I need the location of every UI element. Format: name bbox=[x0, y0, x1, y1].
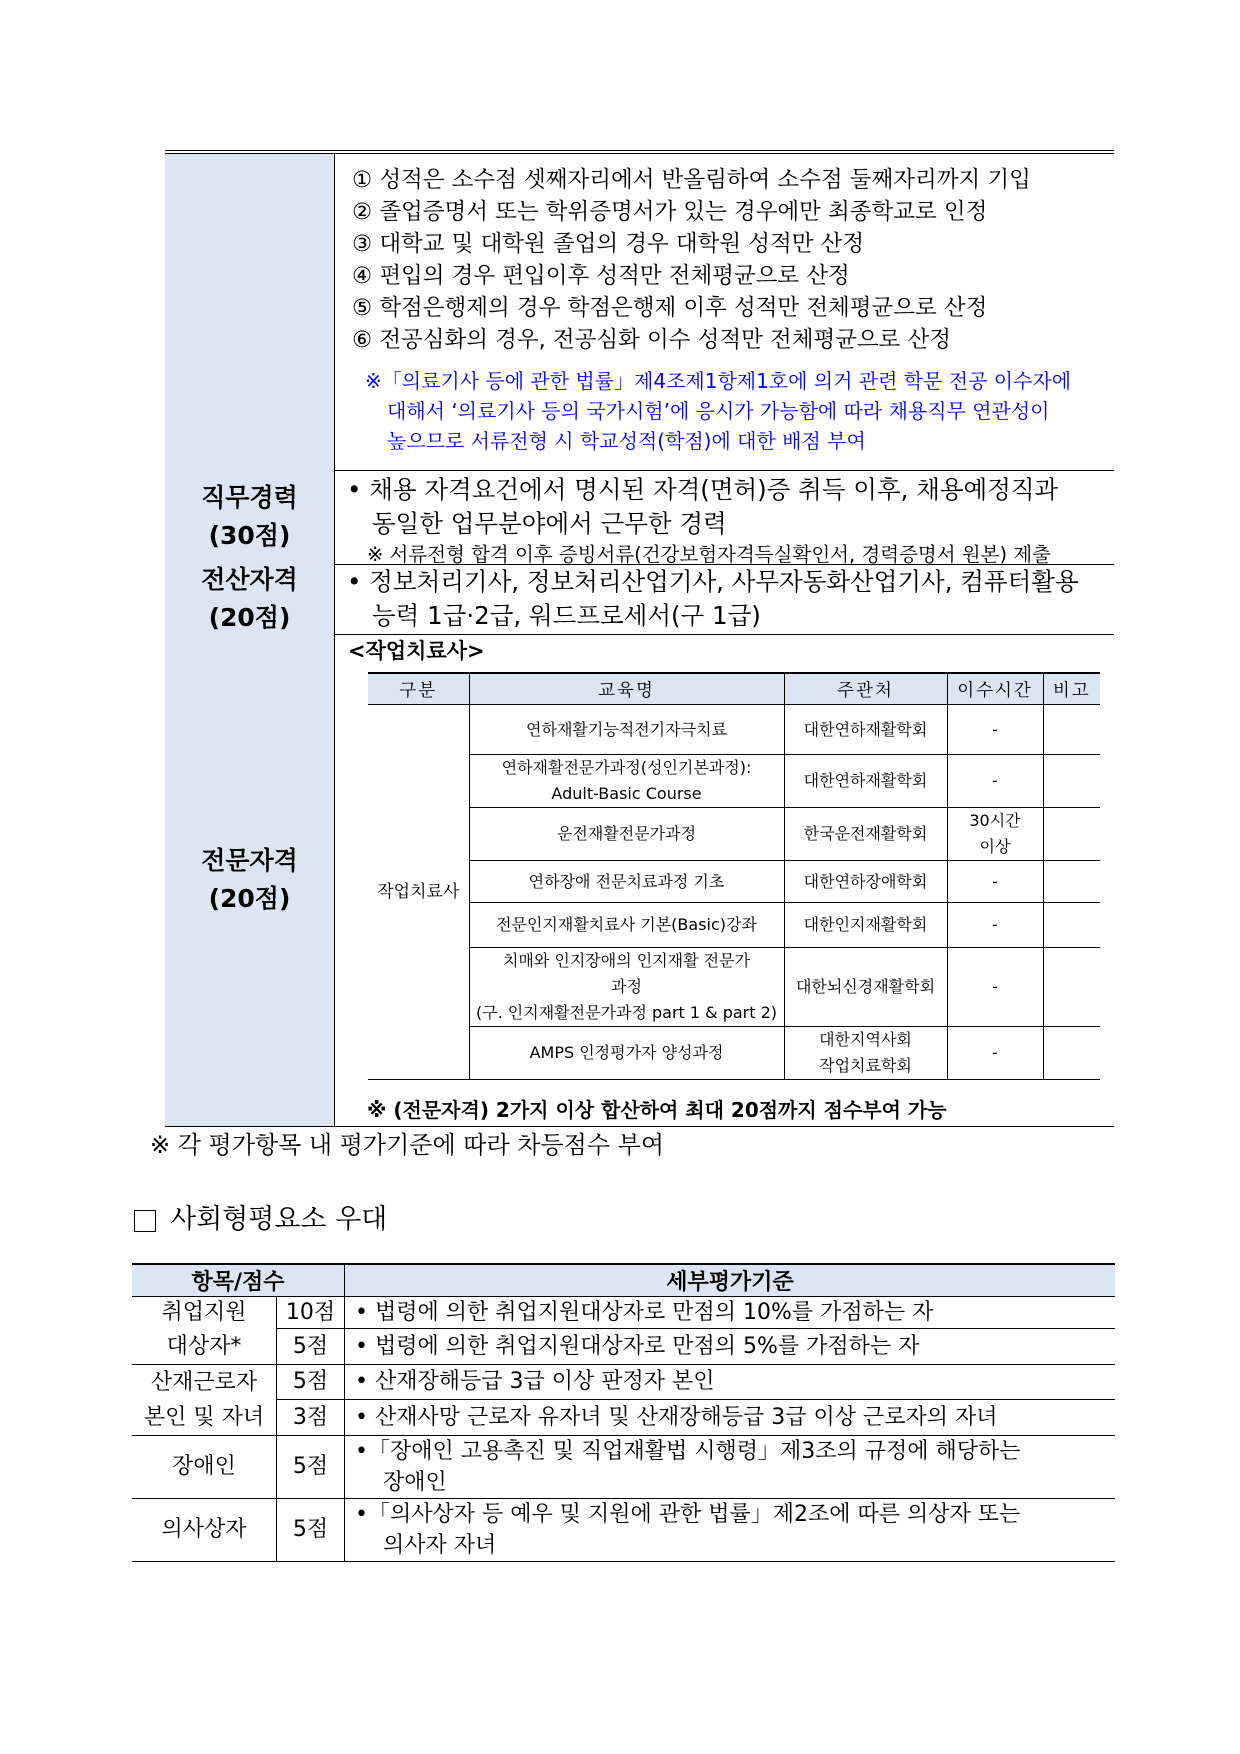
course-name-line: 운전재활전문가과정 bbox=[556, 824, 697, 843]
grade-rule-6: ⑥ 전공심화의 경우, 전공심화 이수 성적만 전체평균으로 산정 bbox=[352, 327, 952, 353]
header-criteria: 세부평가기준 bbox=[345, 1264, 1116, 1297]
professional-subtitle: <작업치료사> bbox=[348, 639, 485, 663]
career-label-cell bbox=[165, 470, 335, 564]
grade-note-line-3: 높으므로 서류전형 시 학교성적(학점)에 대한 배점 부여 bbox=[387, 429, 866, 453]
header-course: 교육명 bbox=[469, 673, 784, 705]
course-organizer-line: 작업치료학회 bbox=[819, 1056, 912, 1075]
course-hours bbox=[947, 705, 1043, 755]
career-line-1: • 채용 자격요건에서 명시된 자격(면허)증 취득 이후, 채용예정직과 bbox=[347, 475, 1059, 504]
general-note: ※ 각 평가항목 내 평가기준에 따라 차등점수 부여 bbox=[150, 1131, 665, 1159]
course-organizer bbox=[784, 861, 947, 903]
course-remarks bbox=[1043, 705, 1100, 755]
course-remarks bbox=[1043, 808, 1100, 861]
social-desc-6-line-1: •「의사상자 등 예우 및 지원에 관한 법률」제2조에 따른 의상자 또는 bbox=[355, 1501, 1021, 1527]
course-row bbox=[368, 903, 1100, 948]
course-organizer-line: 대한연하장애학회 bbox=[803, 871, 928, 891]
social-header-row bbox=[132, 1264, 1115, 1297]
social-desc-5 bbox=[345, 1435, 1116, 1498]
header-organizer: 주관처 bbox=[784, 673, 947, 705]
social-row-3 bbox=[132, 1364, 1115, 1400]
course-hours-line: - bbox=[992, 1043, 998, 1062]
computer-label-cell bbox=[165, 564, 335, 634]
career-content bbox=[335, 470, 1114, 564]
course-organizer bbox=[784, 705, 947, 755]
course-organizer-line: 한국운전재활학회 bbox=[803, 824, 928, 843]
social-equity-table bbox=[132, 1263, 1115, 1562]
career-label: 직무경력 bbox=[201, 483, 298, 512]
course-hours bbox=[947, 948, 1043, 1027]
computer-line-2: 능력 1급·2급, 워드프로세서(구 1급) bbox=[372, 601, 761, 630]
social-desc-6 bbox=[345, 1498, 1116, 1561]
social-points-6: 5점 bbox=[277, 1498, 345, 1561]
social-points-4: 3점 bbox=[277, 1400, 345, 1436]
course-row bbox=[368, 755, 1100, 808]
grade-rules-content bbox=[335, 154, 1114, 470]
course-category: 작업치료사 bbox=[368, 705, 469, 1080]
social-item-4: 본인 및 자녀 bbox=[132, 1400, 277, 1436]
computer-score: (20점) bbox=[208, 603, 291, 632]
course-hours bbox=[947, 861, 1043, 903]
computer-line-1: • 정보처리기사, 정보처리산업기사, 사무자동화산업기사, 컴퓨터활용 bbox=[347, 567, 1079, 596]
social-item-1: 취업지원 bbox=[132, 1297, 277, 1329]
computer-row bbox=[165, 564, 1114, 635]
grade-rules-label-cell bbox=[165, 154, 335, 470]
professional-label-cell bbox=[165, 634, 335, 1126]
social-desc-6-line-2: 의사자 자녀 bbox=[383, 1532, 497, 1558]
header-hours: 이수시간 bbox=[947, 673, 1043, 705]
course-organizer-line: 대한연하재활학회 bbox=[803, 771, 928, 790]
course-organizer-line: 대한인지재활학회 bbox=[803, 915, 928, 934]
course-hours-line: 이상 bbox=[979, 837, 1011, 856]
course-organizer bbox=[784, 808, 947, 861]
social-item-2: 대상자* bbox=[132, 1329, 277, 1365]
course-remarks bbox=[1043, 755, 1100, 808]
course-name-line: 과정 bbox=[611, 977, 642, 996]
social-desc-1: • 법령에 의한 취업지원대상자로 만점의 10%를 가점하는 자 bbox=[345, 1297, 1116, 1329]
computer-content bbox=[335, 564, 1114, 634]
course-organizer-line: 대한연하재활학회 bbox=[803, 719, 928, 739]
course-name-line: AMPS 인정평가자 양성과정 bbox=[529, 1043, 724, 1062]
course-hours-line: - bbox=[992, 977, 998, 996]
course-hours bbox=[947, 1027, 1043, 1080]
grade-rule-5: ⑤ 학점은행제의 경우 학점은행제 이후 성적만 전체평균으로 산정 bbox=[352, 295, 988, 321]
course-row bbox=[368, 948, 1100, 1027]
header-item-points: 항목/점수 bbox=[132, 1264, 345, 1297]
course-organizer bbox=[784, 1027, 947, 1080]
social-row-2 bbox=[132, 1329, 1115, 1365]
course-name bbox=[469, 808, 784, 861]
grade-rule-1: ① 성적은 소수점 셋째자리에서 반올림하여 소수점 둘째자리까지 기입 bbox=[352, 167, 1031, 193]
course-organizer bbox=[784, 948, 947, 1027]
grade-rule-2: ② 졸업증명서 또는 학위증명서가 있는 경우에만 최종학교로 인정 bbox=[352, 199, 988, 225]
professional-footnote: ※ (전문자격) 2가지 이상 합산하여 최대 20점까지 점수부여 가능 bbox=[367, 1098, 947, 1122]
professional-score: (20점) bbox=[208, 884, 291, 913]
course-remarks bbox=[1043, 903, 1100, 948]
social-row-6 bbox=[132, 1498, 1115, 1561]
course-name-line: (구. 인지재활전문가과정 part 1 & part 2) bbox=[475, 1003, 778, 1022]
social-points-5: 5점 bbox=[277, 1435, 345, 1498]
course-organizer bbox=[784, 755, 947, 808]
career-note: ※ 서류전형 합격 이후 증빙서류(건강보험자격득실확인서, 경력증명서 원본) 제출 bbox=[367, 543, 1051, 566]
header-remarks: 비고 bbox=[1043, 673, 1100, 705]
course-hours-line: 30시간 bbox=[969, 811, 1021, 830]
course-hours-line: - bbox=[992, 771, 998, 790]
grade-rule-4: ④ 편입의 경우 편입이후 성적만 전체평균으로 산정 bbox=[352, 263, 850, 289]
social-points-3: 5점 bbox=[277, 1364, 345, 1400]
course-remarks bbox=[1043, 948, 1100, 1027]
grade-note bbox=[365, 366, 1105, 456]
course-row bbox=[368, 861, 1100, 903]
course-remarks bbox=[1043, 1027, 1100, 1080]
course-remarks bbox=[1043, 861, 1100, 903]
career-row bbox=[165, 470, 1114, 565]
course-row bbox=[368, 808, 1100, 861]
course-row bbox=[368, 1027, 1100, 1080]
course-name bbox=[469, 705, 784, 755]
course-name-line: 전문인지재활치료사 기본(Basic)강좌 bbox=[496, 915, 757, 934]
social-desc-3: • 산재장해등급 3급 이상 판정자 본인 bbox=[345, 1364, 1116, 1400]
course-name-line: Adult-Basic Course bbox=[551, 784, 702, 803]
course-hours bbox=[947, 903, 1043, 948]
social-desc-5-line-1: •「장애인 고용촉진 및 직업재활법 시행령」제3조의 규정에 해당하는 bbox=[355, 1438, 1021, 1464]
computer-label: 전산자격 bbox=[201, 565, 298, 594]
social-item-3: 산재근로자 bbox=[132, 1364, 277, 1400]
square-bullet-icon bbox=[134, 1210, 156, 1232]
social-desc-2: • 법령에 의한 취업지원대상자로 만점의 5%를 가점하는 자 bbox=[345, 1329, 1116, 1365]
course-name bbox=[469, 948, 784, 1027]
course-hours-line: - bbox=[992, 871, 998, 891]
course-name-line: 연하재활기능적전기자극치료 bbox=[526, 719, 727, 739]
social-points-1: 10점 bbox=[277, 1297, 345, 1329]
grade-rules-row bbox=[165, 154, 1114, 471]
course-name bbox=[469, 1027, 784, 1080]
grade-note-line-1: ※「의료기사 등에 관한 법률」제4조제1항제1호에 의거 관련 학문 전공 이수자에 bbox=[365, 369, 1072, 393]
course-name-line: 연하장애 전문치료과정 기초 bbox=[528, 871, 725, 891]
professional-label: 전문자격 bbox=[201, 846, 298, 875]
course-hours bbox=[947, 755, 1043, 808]
social-section-title: 사회형평요소 우대 bbox=[170, 1204, 388, 1235]
course-organizer-line: 대한지역사회 bbox=[819, 1030, 912, 1049]
course-table-header-row bbox=[368, 673, 1100, 705]
social-points-2: 5점 bbox=[277, 1329, 345, 1365]
grade-note-line-2: 대해서 ‘의료기사 등의 국가시험’에 응시가 가능함에 따라 채용직무 연관성이 bbox=[387, 399, 1050, 423]
course-name bbox=[469, 755, 784, 808]
occupational-therapist-course-table bbox=[368, 672, 1100, 1080]
course-hours-line: - bbox=[992, 719, 998, 739]
social-row-5 bbox=[132, 1435, 1115, 1498]
career-line-2: 동일한 업무분야에서 근무한 경력 bbox=[372, 509, 727, 538]
course-hours bbox=[947, 808, 1043, 861]
course-row bbox=[368, 705, 1100, 755]
course-name-line: 연하재활전문가과정(성인기본과정): bbox=[501, 758, 752, 777]
social-desc-5-line-2: 장애인 bbox=[383, 1469, 447, 1495]
header-category: 구분 bbox=[368, 673, 469, 705]
course-organizer-line: 대한뇌신경재활학회 bbox=[795, 977, 936, 996]
grade-rule-3: ③ 대학교 및 대학원 졸업의 경우 대학원 성적만 산정 bbox=[352, 231, 865, 257]
course-name bbox=[469, 861, 784, 903]
course-name bbox=[469, 903, 784, 948]
social-section-heading bbox=[134, 1200, 387, 1240]
career-score: (30점) bbox=[208, 521, 291, 550]
course-hours-line: - bbox=[992, 915, 998, 934]
social-item-6: 의사상자 bbox=[132, 1498, 277, 1561]
course-organizer bbox=[784, 903, 947, 948]
social-desc-4: • 산재사망 근로자 유자녀 및 산재장해등급 3급 이상 근로자의 자녀 bbox=[345, 1400, 1116, 1436]
social-row-4 bbox=[132, 1400, 1115, 1436]
social-row-1 bbox=[132, 1297, 1115, 1329]
social-item-5: 장애인 bbox=[132, 1435, 277, 1498]
course-name-line: 치매와 인지장애의 인지재활 전문가 bbox=[502, 951, 751, 970]
